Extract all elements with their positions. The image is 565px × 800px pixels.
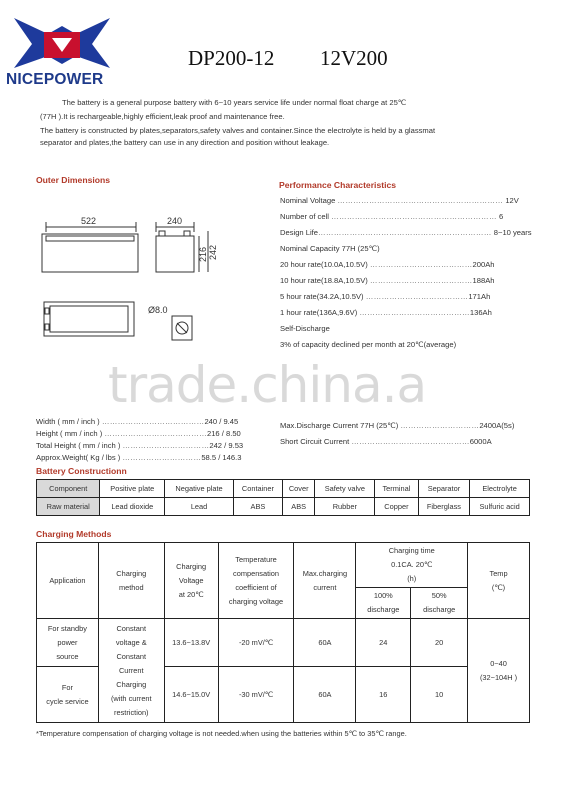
- dim-height-a-label: 216: [198, 246, 208, 262]
- dim-row-width: Width ( mm / inch ) …………………………………240 / 9.45: [36, 417, 239, 426]
- perf-row: 3% of capacity declined per month at 20℃(average): [280, 340, 457, 349]
- perf-row: Number of cell ……………………………………………………… 6: [280, 212, 504, 221]
- model-number: DP200-12: [188, 46, 275, 70]
- perf-row: 1 hour rate(136A,9.6V) ……………………………………136Ah: [280, 308, 492, 317]
- intro-line-4: separator and plates,the battery can use in any direction and position without leakage.: [40, 138, 330, 147]
- table-cell: Lead: [165, 498, 234, 516]
- table-row: [37, 619, 530, 667]
- table-cell: 10: [411, 667, 468, 723]
- perf-row: Short Circuit Current ………………………………………6000A: [280, 437, 492, 446]
- outer-dimensions-title: Outer Dimensions: [36, 175, 111, 185]
- table-cell: Constant voltage & Constant Current Charging (with current restriction): [98, 619, 164, 723]
- dim-row-total-height: Total Height ( mm / inch ) ……………………………242 / 9.53: [36, 441, 244, 450]
- table-cell: Temp (℃): [468, 543, 530, 619]
- table-cell: For standby power source: [37, 619, 99, 667]
- brand-name: NICEPOWER: [6, 71, 104, 88]
- construction-material-row: [37, 498, 530, 516]
- perf-row: Nominal Capacity 77H (25℃): [280, 244, 380, 253]
- table-cell: Copper: [375, 498, 418, 516]
- table-cell: -30 mV/℃: [218, 667, 294, 723]
- construction-title: Battery Constructionn: [36, 466, 127, 476]
- table-cell: Charging Voltage at 20℃: [164, 543, 218, 619]
- table-cell: Negative plate: [165, 480, 234, 498]
- table-cell: 16: [356, 667, 411, 723]
- table-cell: ABS: [282, 498, 315, 516]
- table-cell: Safety valve: [315, 480, 375, 498]
- charging-header-row-1: [37, 543, 530, 588]
- perf-row: Nominal Voltage ……………………………………………………… 12V: [280, 196, 519, 205]
- table-cell: 24: [356, 619, 411, 667]
- table-cell: Cover: [282, 480, 315, 498]
- model-voltage: 12V200: [320, 46, 388, 70]
- table-cell: Electrolyte: [470, 480, 530, 498]
- table-cell: 13.6~13.8V: [164, 619, 218, 667]
- table-cell: Application: [37, 543, 99, 619]
- dim-row-weight: Approx.Weight( Kg / lbs ) …………………………58.5 / 146.3: [36, 453, 242, 462]
- table-cell: 0~40 (32~104H ): [468, 619, 530, 723]
- table-cell: Rubber: [315, 498, 375, 516]
- charging-footnote: *Temperature compensation of charging voltage is not needed.when using the batteries within 5℃ to 35℃ range.: [36, 729, 407, 738]
- table-cell: Terminal: [375, 480, 418, 498]
- table-cell: Charging method: [98, 543, 164, 619]
- table-cell: Fiberglass: [418, 498, 470, 516]
- table-cell: 20: [411, 619, 468, 667]
- table-cell: 60A: [294, 619, 356, 667]
- perf-row: 5 hour rate(34.2A,10.5V) …………………………………171Ah: [280, 292, 491, 301]
- table-cell: ABS: [234, 498, 283, 516]
- table-cell: Max.charging current: [294, 543, 356, 619]
- table-cell: For cycle service: [37, 667, 99, 723]
- table-cell: Positive plate: [100, 480, 165, 498]
- table-cell: Lead dioxide: [100, 498, 165, 516]
- performance-title: Performance Characteristics: [279, 180, 397, 190]
- watermark: trade.china.a: [108, 356, 427, 414]
- intro-line-3: The battery is constructed by plates,separators,safety valves and container.Since the electrolyte is held by a glassmat: [40, 126, 436, 135]
- charging-table: [36, 542, 530, 723]
- perf-row: Design Life………………………………………………………… 8~10 years: [280, 228, 532, 237]
- construction-table: [36, 479, 530, 516]
- perf-row: Self-Discharge: [280, 324, 330, 333]
- table-cell: 100% discharge: [356, 588, 411, 619]
- table-cell: Component: [37, 480, 100, 498]
- table-cell: 60A: [294, 667, 356, 723]
- terminal-label: Ø8.0: [148, 305, 168, 315]
- table-cell: Sulfuric acid: [470, 498, 530, 516]
- table-cell: Temperature compensation coefficient of charging voltage: [218, 543, 294, 619]
- table-cell: Container: [234, 480, 283, 498]
- table-cell: Raw material: [37, 498, 100, 516]
- table-cell: 14.6~15.0V: [164, 667, 218, 723]
- intro-line-2: (77H ).It is rechargeable,highly efficient,leak proof and maintenance free.: [40, 112, 285, 121]
- perf-row: 20 hour rate(10.0A,10.5V) …………………………………200Ah: [280, 260, 495, 269]
- perf-row: Max.Discharge Current 77H (25℃) …………………………2400A(5s): [280, 421, 515, 430]
- dim-height-b-label: 242: [208, 244, 218, 260]
- intro-line-1: The battery is a general purpose battery with 6~10 years service life under normal float charge at 25℃: [62, 98, 407, 107]
- table-cell: Separator: [418, 480, 470, 498]
- dim-width-label: 240: [167, 216, 183, 226]
- table-cell: -20 mV/℃: [218, 619, 294, 667]
- dim-row-height: Height ( mm / inch ) …………………………………216 / 8.50: [36, 429, 241, 438]
- battery-dimension-diagram: [36, 210, 266, 350]
- table-cell: Charging time 0.1CA. 20℃ (h): [356, 543, 468, 588]
- charging-title: Charging Methods: [36, 529, 112, 539]
- perf-row: 10 hour rate(18.8A,10.5V) …………………………………188Ah: [280, 276, 495, 285]
- table-cell: 50% discharge: [411, 588, 468, 619]
- construction-header-row: [37, 480, 530, 498]
- dim-length-label: 522: [81, 216, 97, 226]
